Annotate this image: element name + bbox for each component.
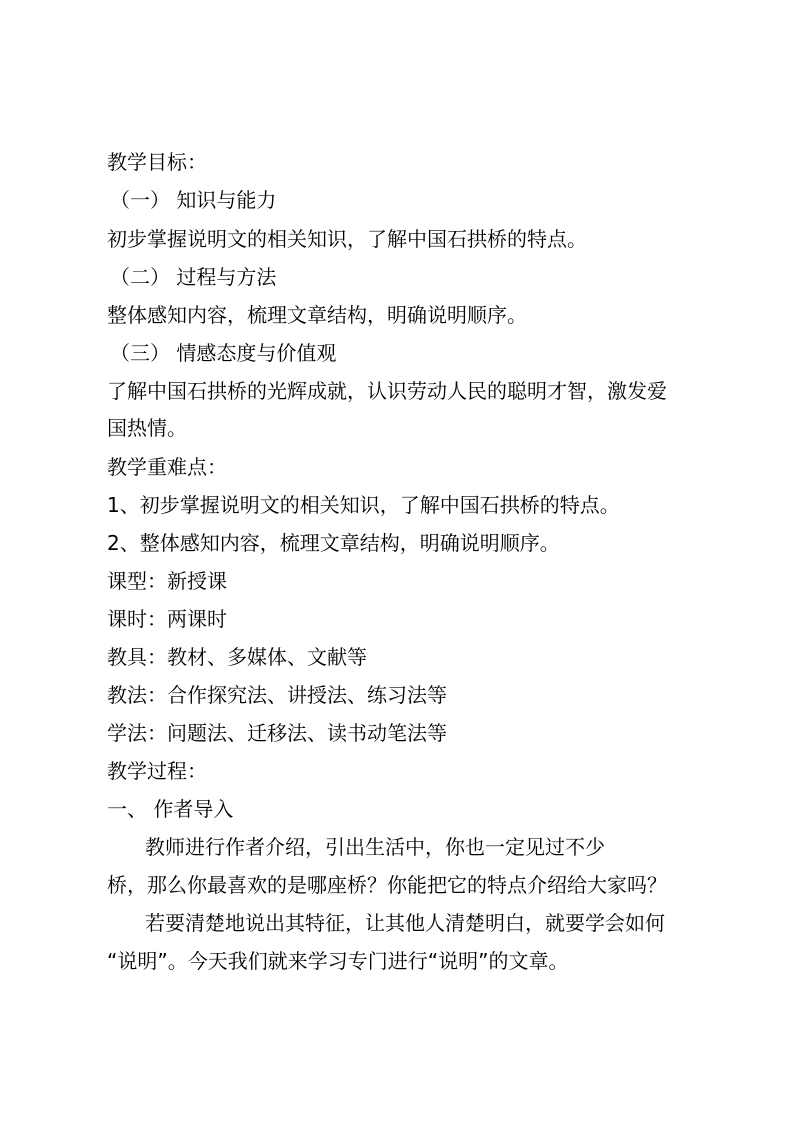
text-lesson-hours: 课时：两课时 (107, 607, 227, 631)
text-emotion-values-line1: 了解中国石拱桥的光辉成就，认识劳动人民的聪明才智，激发爱 (107, 379, 667, 403)
paragraph-introduction-line1: 教师进行作者介绍，引出生活中，你也一定见过不少 (145, 835, 605, 859)
paragraph-explanation-line2: “说明”。今天我们就来学习专门进行“说明”的文章。 (107, 949, 569, 973)
subheading-knowledge-ability: （一） 知识与能力 (110, 188, 277, 212)
text-teaching-aids: 教具：教材、多媒体、文献等 (107, 645, 367, 669)
subheading-process-method: （二） 过程与方法 (110, 265, 277, 289)
heading-key-difficulties: 教学重难点： (107, 455, 227, 479)
paragraph-explanation-line1: 若要清楚地说出其特征，让其他人清楚明白，就要学会如何 (145, 911, 665, 935)
text-knowledge-ability: 初步掌握说明文的相关知识，了解中国石拱桥的特点。 (107, 227, 587, 251)
heading-teaching-process: 教学过程： (107, 759, 207, 783)
text-process-method: 整体感知内容，梳理文章结构，明确说明顺序。 (107, 303, 527, 327)
key-difficulty-item-1: 1、初步掌握说明文的相关知识，了解中国石拱桥的特点。 (107, 493, 620, 517)
section-author-introduction: 一、 作者导入 (107, 797, 234, 821)
text-teaching-methods: 教法：合作探究法、讲授法、练习法等 (107, 683, 447, 707)
text-learning-methods: 学法：问题法、迁移法、读书动笔法等 (107, 721, 447, 745)
key-difficulty-item-2: 2、整体感知内容，梳理文章结构，明确说明顺序。 (107, 531, 560, 555)
paragraph-introduction-line2: 桥，那么你最喜欢的是哪座桥？你能把它的特点介绍给大家吗？ (107, 873, 667, 897)
heading-teaching-goals: 教学目标： (107, 150, 207, 174)
subheading-emotion-values: （三） 情感态度与价值观 (110, 341, 337, 365)
text-lesson-type: 课型：新授课 (107, 569, 227, 593)
text-emotion-values-line2: 国热情。 (107, 416, 187, 440)
